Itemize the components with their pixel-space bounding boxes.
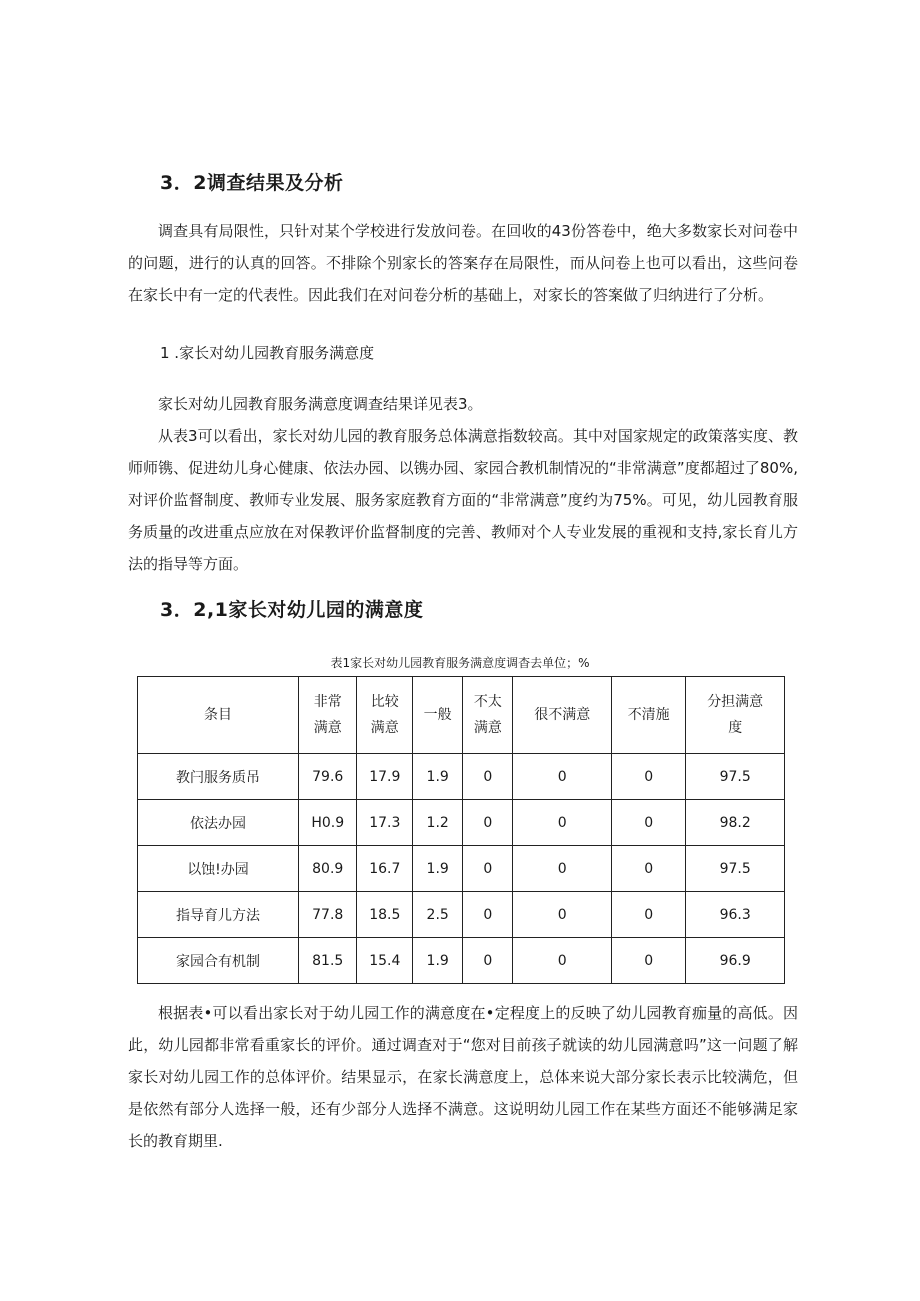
table-header-cell: 不太 满意 xyxy=(463,677,513,754)
table-cell: 0 xyxy=(612,754,686,800)
satisfaction-table xyxy=(137,676,785,984)
paragraph-analysis: 从表3可以看出，家长对幼儿园的教育服务总体满意指数较高。其中对国家规定的政策落实度、教师师镌、促进幼儿身心健康、依法办园、以镌办园、家园合教机制情况的“非常满意”度都超过了80%,对评价监督制度、教师专业发展、服务家庭教育方面的“非常满意”度约为75%。可见，幼儿园教育服务质量的改进重点应放在对保教评价监督制度的完善、教师对个人专业发展的重视和支持,家长育儿方法的指导等方面。 xyxy=(128,427,798,573)
table-cell: 97.5 xyxy=(686,754,785,800)
table-cell: 0 xyxy=(463,892,513,938)
subsection-heading: 3．2,1家长对幼儿园的满意度 xyxy=(160,599,424,621)
table-cell: 81.5 xyxy=(299,938,357,984)
table-cell: H0.9 xyxy=(299,800,357,846)
table-cell: 18.5 xyxy=(357,892,413,938)
table-cell: 0 xyxy=(463,754,513,800)
table-cell: 17.9 xyxy=(357,754,413,800)
table-caption: 表1家长对幼儿园教育服务满意度调杳去单位；% xyxy=(330,656,590,670)
table-cell: 0 xyxy=(612,800,686,846)
table-cell: 教闩服务质吊 xyxy=(138,754,299,800)
table-row xyxy=(138,800,785,846)
table-cell: 96.3 xyxy=(686,892,785,938)
table-header-cell: 分担满意 度 xyxy=(686,677,785,754)
table-cell: 0 xyxy=(612,846,686,892)
table-cell: 16.7 xyxy=(357,846,413,892)
table-cell: 1.9 xyxy=(413,938,463,984)
table-header-cell: 不清施 xyxy=(612,677,686,754)
table-cell: 1.9 xyxy=(413,754,463,800)
section-heading: 3．2调查结果及分析 xyxy=(160,172,344,194)
table-header-cell: 条目 xyxy=(138,677,299,754)
table-header-cell: 比较 满意 xyxy=(357,677,413,754)
table-cell: 98.2 xyxy=(686,800,785,846)
table-cell: 指导育儿方法 xyxy=(138,892,299,938)
table-cell: 以蚀!办园 xyxy=(138,846,299,892)
table-header-cell: 非常 满意 xyxy=(299,677,357,754)
table-cell: 97.5 xyxy=(686,846,785,892)
table-cell: 77.8 xyxy=(299,892,357,938)
table-cell: 0 xyxy=(513,938,612,984)
table-header-row xyxy=(138,677,785,754)
table-row xyxy=(138,892,785,938)
table-cell: 0 xyxy=(612,938,686,984)
table-cell: 17.3 xyxy=(357,800,413,846)
table-cell: 0 xyxy=(513,846,612,892)
table-cell: 0 xyxy=(463,938,513,984)
table-cell: 0 xyxy=(463,800,513,846)
paragraph-conclusion: 根据表•可以看出家长对于幼儿园工作的满意度在•定程度上的反映了幼儿园教育痂量的高低。因此，幼儿园都非常看重家长的评价。通过调查对于“您对目前孩子就读的幼儿园满意吗”这一问题了解家长对幼儿园工作的总体评价。结果显示，在家长满意度上，总体来说大部分家长表示比较满危，但是依然有部分人选择一般，还有少部分人选择不满意。这说明幼儿园工作在某些方面还不能够满足家长的教育期里. xyxy=(128,1004,798,1150)
table-cell: 0 xyxy=(513,892,612,938)
table-header-cell: 很不满意 xyxy=(513,677,612,754)
table-cell: 家园合有机制 xyxy=(138,938,299,984)
table-cell: 96.9 xyxy=(686,938,785,984)
table-cell: 依法办园 xyxy=(138,800,299,846)
table-cell: 0 xyxy=(612,892,686,938)
table-cell: 1.2 xyxy=(413,800,463,846)
table-header-cell: 一般 xyxy=(413,677,463,754)
table-row xyxy=(138,754,785,800)
table-cell: 15.4 xyxy=(357,938,413,984)
table-cell: 79.6 xyxy=(299,754,357,800)
table-cell: 2.5 xyxy=(413,892,463,938)
table-cell: 0 xyxy=(513,754,612,800)
paragraph-survey-limitations: 调查具有局限性，只针对某个学校进行发放问卷。在回收的43份答卷中，绝大多数家长对问卷中的问题，进行的认真的回答。不排除个别家长的答案存在局限性，而从问卷上也可以看出，这些问卷在家长中有一定的代表性。因此我们在对问卷分析的基础上，对家长的答案做了归纳进行了分析。 xyxy=(128,222,798,304)
table-cell: 80.9 xyxy=(299,846,357,892)
table-row xyxy=(138,938,785,984)
table-cell: 1.9 xyxy=(413,846,463,892)
table-row xyxy=(138,846,785,892)
table-cell: 0 xyxy=(463,846,513,892)
paragraph-table-reference: 家长对幼儿园教育服务满意度调查结果详见表3。 xyxy=(158,395,483,413)
list-item-heading: 1 .家长对幼儿园教育服务满意度 xyxy=(160,344,375,362)
table-cell: 0 xyxy=(513,800,612,846)
